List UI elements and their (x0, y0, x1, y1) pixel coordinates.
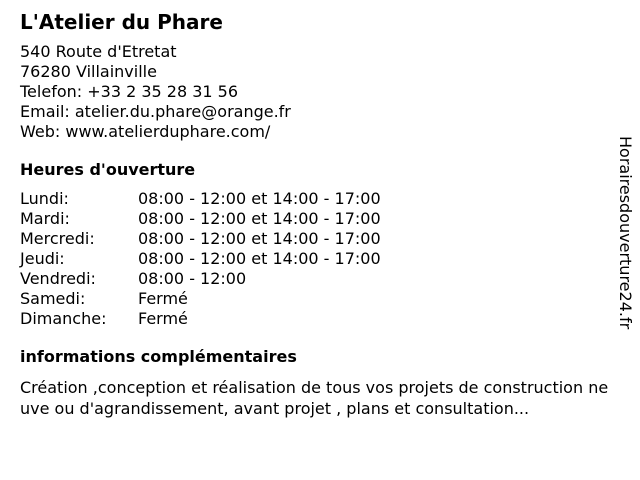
email-address: Email: atelier.du.phare@orange.fr (20, 102, 291, 121)
day-label: Mardi: (20, 209, 70, 228)
day-hours: 08:00 - 12:00 et 14:00 - 17:00 (138, 189, 381, 208)
hours-row-sunday (20, 309, 612, 329)
city-address: 76280 Villainville (20, 62, 157, 81)
day-hours: Fermé (138, 309, 188, 328)
day-label: Jeudi: (20, 249, 65, 268)
business-card (20, 10, 612, 419)
day-hours: 08:00 - 12:00 (138, 269, 247, 288)
additional-info-text: Création ,conception et réalisation de tous vos projets de construction neuve ou d'agrandissement, avant projet , plans et consultation... (20, 378, 609, 418)
opening-hours-heading: Heures d'ouverture (20, 160, 196, 179)
day-label: Vendredi: (20, 269, 96, 288)
hours-row-thursday (20, 249, 612, 269)
day-hours: 08:00 - 12:00 et 14:00 - 17:00 (138, 229, 381, 248)
day-hours: 08:00 - 12:00 et 14:00 - 17:00 (138, 249, 381, 268)
hours-row-tuesday (20, 209, 612, 229)
opening-hours-table (20, 189, 612, 329)
business-name: L'Atelier du Phare (20, 10, 223, 34)
street-address: 540 Route d'Etretat (20, 42, 177, 61)
day-hours: 08:00 - 12:00 et 14:00 - 17:00 (138, 209, 381, 228)
phone-number: Telefon: +33 2 35 28 31 56 (20, 82, 239, 101)
hours-row-wednesday (20, 229, 612, 249)
day-label: Dimanche: (20, 309, 107, 328)
additional-info-heading: informations complémentaires (20, 347, 297, 366)
day-label: Samedi: (20, 289, 86, 308)
hours-row-saturday (20, 289, 612, 309)
day-label: Mercredi: (20, 229, 95, 248)
website: Web: www.atelierduphare.com/ (20, 122, 271, 141)
hours-row-monday (20, 189, 612, 209)
site-watermark: Horairesdouverture24.fr (616, 136, 635, 330)
hours-row-friday (20, 269, 612, 289)
day-label: Lundi: (20, 189, 69, 208)
day-hours: Fermé (138, 289, 188, 308)
